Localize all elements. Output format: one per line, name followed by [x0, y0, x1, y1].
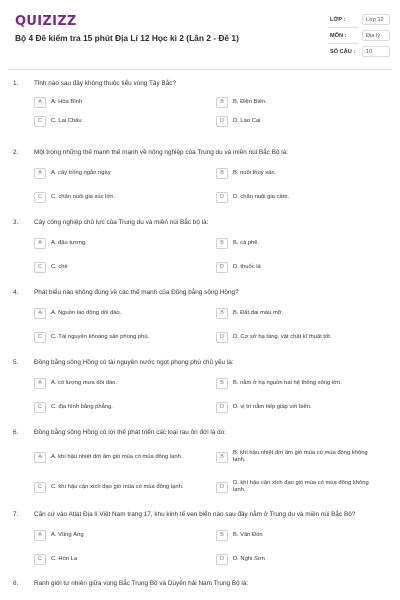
- option-text: D. Cơ sở hạ tầng, vật chất kĩ thuật tốt.: [233, 333, 332, 340]
- option-letter-box: B: [216, 378, 228, 389]
- option-text: D. Lào Cai: [233, 117, 261, 124]
- option-text: D. khí hậu cận xích đạo gió mùa có mùa đông không lạnh.: [233, 480, 369, 493]
- option-a[interactable]: [34, 451, 204, 463]
- meta-class: [328, 14, 386, 26]
- option-b[interactable]: [216, 237, 392, 249]
- question-text: Đồng bằng sông Hồng có lợi thế phát triển các loại rau ôn đới là do:: [34, 429, 227, 436]
- question-text: Ranh giới tự nhiên giữa vùng Bắc Trung Bộ và Duyên hải Nam Trung Bộ là:: [34, 580, 249, 587]
- option-letter-box: C: [34, 554, 46, 565]
- question-text: Đồng bằng sông Hồng có tài nguyên nước ngọt phong phú chủ yếu là:: [34, 359, 234, 366]
- option-b[interactable]: [216, 451, 392, 463]
- option-text: B. Vân Đồn: [233, 531, 263, 538]
- option-letter-box: C: [34, 262, 46, 273]
- question-number: 6.: [13, 429, 19, 436]
- option-letter-box: D: [216, 116, 228, 127]
- meta-subject-label: MÔN :: [330, 33, 347, 39]
- option-letter-box: B: [216, 97, 228, 108]
- option-text: C. khí hậu cận xích đạo gió mùa có mùa đông lạnh.: [51, 483, 184, 490]
- question-number: 3.: [13, 219, 19, 226]
- option-a[interactable]: [34, 529, 204, 541]
- option-b[interactable]: [216, 377, 392, 389]
- option-c[interactable]: [34, 331, 204, 343]
- meta-subject-value: Địa lý: [362, 30, 390, 41]
- meta-class-value: Lớp 12: [362, 14, 390, 25]
- question-text: Cây công nghiệp chủ lực của Trung du và miền núi Bắc bộ là:: [34, 219, 209, 226]
- option-c[interactable]: [34, 401, 204, 413]
- option-c[interactable]: [34, 115, 204, 127]
- question-number: 1.: [13, 80, 19, 87]
- option-letter-box: A: [34, 308, 46, 319]
- question-number: 8.: [13, 580, 19, 587]
- option-text: A. Vũng Áng: [51, 531, 84, 538]
- option-letter-box: B: [216, 238, 228, 249]
- option-letter-box: B: [216, 530, 228, 541]
- option-text: B. nuôi thuỷ sản.: [233, 169, 277, 176]
- meta-divider: [328, 43, 358, 44]
- option-text: D. chăn nuôi gia cầm.: [233, 193, 290, 200]
- option-text: B. Điện Biên.: [233, 98, 267, 105]
- option-letter-box: A: [34, 168, 46, 179]
- question-number: 5.: [13, 359, 19, 366]
- question-text: Tỉnh nào sau đây không thuộc tiểu vùng Tây Bắc?: [34, 80, 176, 87]
- option-b[interactable]: [216, 307, 392, 319]
- option-c[interactable]: [34, 191, 204, 203]
- option-b[interactable]: [216, 96, 392, 108]
- option-letter-box: B: [216, 452, 228, 463]
- meta-count-label: SỐ CÂU :: [330, 49, 356, 55]
- option-d[interactable]: [216, 261, 392, 273]
- option-letter-box: C: [34, 332, 46, 343]
- meta-class-label: LỚP :: [330, 17, 346, 23]
- option-letter-box: C: [34, 402, 46, 413]
- meta-subject: [328, 30, 386, 42]
- option-text: A. có lượng mưa dồi dào.: [51, 379, 118, 386]
- header-divider: [8, 69, 392, 70]
- option-a[interactable]: [34, 167, 204, 179]
- option-c[interactable]: [34, 261, 204, 273]
- option-d[interactable]: [216, 481, 392, 493]
- question-number: 4.: [13, 289, 19, 296]
- option-text: C. địa hình bằng phẳng.: [51, 403, 113, 410]
- question-text: Phát biểu nào không đúng về các thế mạnh của Đồng bằng sông Hồng?: [34, 289, 239, 296]
- option-letter-box: D: [216, 402, 228, 413]
- option-letter-box: C: [34, 116, 46, 127]
- option-letter-box: A: [34, 452, 46, 463]
- quizizz-logo: QUIZIZZ: [15, 14, 77, 29]
- option-text: C. chăn nuôi gia súc lớn.: [51, 193, 116, 200]
- option-d[interactable]: [216, 553, 392, 565]
- meta-question-count: [328, 46, 386, 58]
- option-text: C. Tài nguyên khoáng sản phong phú.: [51, 333, 150, 340]
- option-text: A. khí hậu nhiệt đới ẩm gió mùa có mùa đông lạnh.: [51, 453, 183, 460]
- option-letter-box: D: [216, 192, 228, 203]
- worksheet-title: Bộ 4 Đề kiểm tra 15 phút Địa Lí 12 Học kì 2 (Lần 2 - Đề 1): [15, 33, 239, 43]
- option-text: D. vị trí nằm tiếp giáp với biển.: [233, 403, 312, 410]
- option-a[interactable]: [34, 237, 204, 249]
- question-number: 2.: [13, 149, 19, 156]
- option-text: B. Đất đai màu mỡ.: [233, 309, 284, 316]
- option-letter-box: A: [34, 378, 46, 389]
- option-letter-box: C: [34, 192, 46, 203]
- option-b[interactable]: [216, 167, 392, 179]
- option-text: C. chè: [51, 263, 68, 270]
- option-d[interactable]: [216, 191, 392, 203]
- option-text: B. nằm ở hạ nguồn hai hệ thống sông lớn.: [233, 379, 342, 386]
- option-letter-box: A: [34, 238, 46, 249]
- option-letter-box: A: [34, 97, 46, 108]
- option-text: C. Hòn La: [51, 555, 78, 562]
- option-letter-box: D: [216, 262, 228, 273]
- option-letter-box: A: [34, 530, 46, 541]
- option-a[interactable]: [34, 377, 204, 389]
- option-letter-box: B: [216, 308, 228, 319]
- worksheet-header: [0, 0, 400, 66]
- option-text: A. cây trồng ngắn ngày: [51, 169, 111, 176]
- question-text: Căn cứ vào Atlat Địa lí Việt Nam trang 17, khu kinh tế ven biển nào sau đây nằm ở Trung du và miền núi Bắc Bộ?: [34, 511, 356, 518]
- question-number: 7.: [13, 511, 19, 518]
- option-letter-box: C: [34, 482, 46, 493]
- meta-count-value: 10: [362, 46, 390, 57]
- option-letter-box: B: [216, 168, 228, 179]
- option-text: A. Nguồn lao động dồi dào.: [51, 309, 122, 316]
- option-text: A. Hòa Bình: [51, 98, 83, 105]
- question-text: Một trong những thế mạnh thế mạnh về nông nghiệp của Trung du và miền núi Bắc Bộ là:: [34, 149, 289, 156]
- option-b[interactable]: [216, 529, 392, 541]
- option-a[interactable]: [34, 307, 204, 319]
- meta-divider: [328, 27, 358, 28]
- option-a[interactable]: [34, 96, 204, 108]
- option-text: B. khí hậu nhiệt đới ẩm gió mùa có mùa đông không lạnh.: [233, 450, 368, 463]
- option-letter-box: D: [216, 554, 228, 565]
- option-text: B. cà phê.: [233, 239, 260, 246]
- option-text: D. thuốc lá: [233, 263, 261, 270]
- option-text: A. đậu tương.: [51, 239, 87, 246]
- option-d[interactable]: [216, 401, 392, 413]
- option-letter-box: D: [216, 482, 228, 493]
- option-d[interactable]: [216, 331, 392, 343]
- option-letter-box: D: [216, 332, 228, 343]
- option-text: D. Nghi Sơn: [233, 555, 265, 562]
- option-c[interactable]: [34, 553, 204, 565]
- option-c[interactable]: [34, 481, 204, 493]
- option-d[interactable]: [216, 115, 392, 127]
- option-text: C. Lai Châu: [51, 117, 82, 124]
